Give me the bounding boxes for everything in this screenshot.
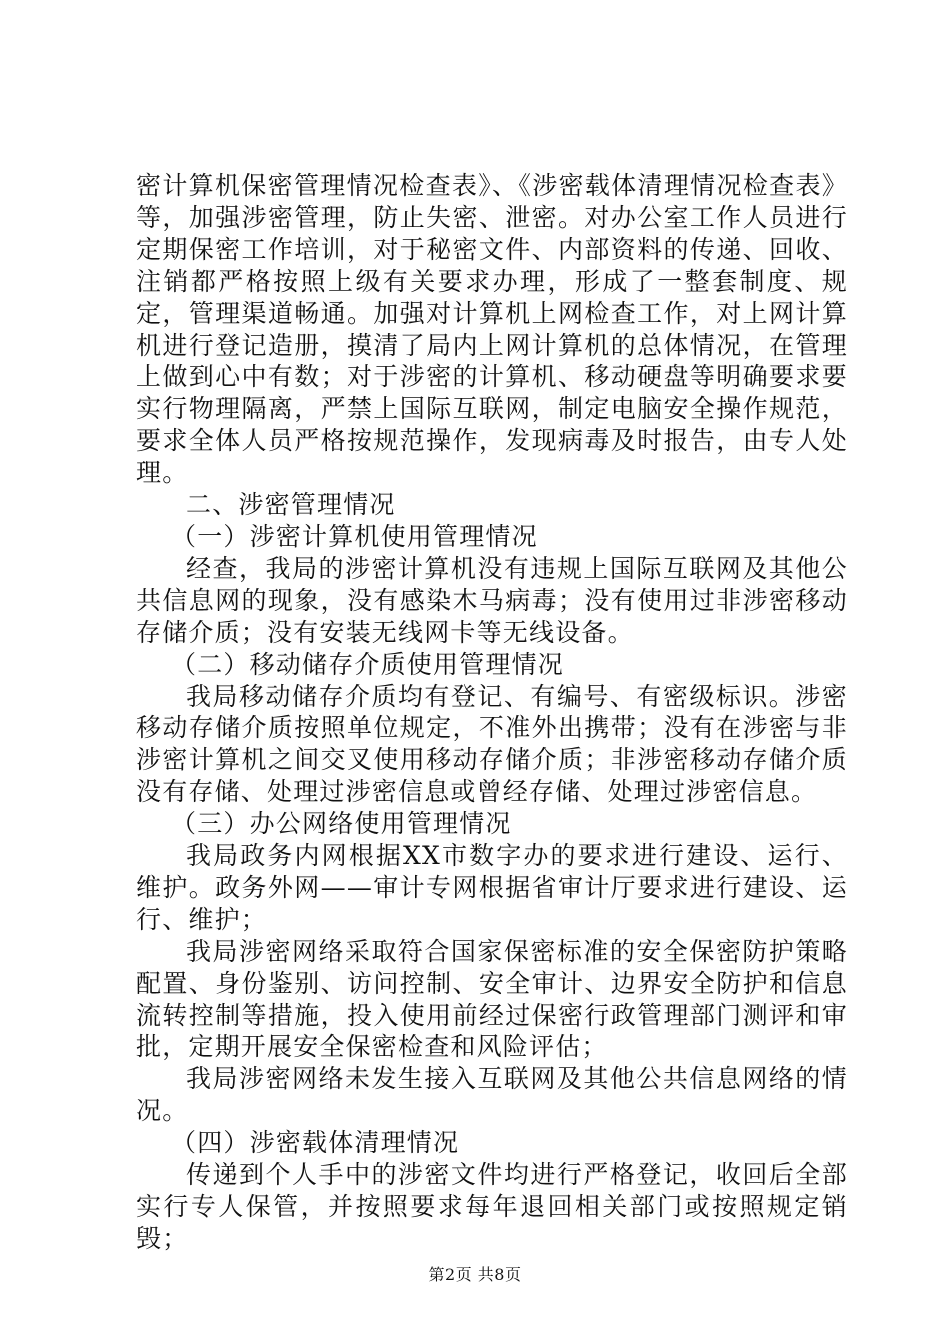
page-footer	[0, 1262, 950, 1285]
paragraph-continued: 密计算机保密管理情况检查表》、《涉密载体清理情况检查表》等，加强涉密管理，防止失密、泄密。对办公室工作人员进行定期保密工作培训，对于秘密文件、内部资料的传递、回收、注销都严格按照上级有关要求办理，形成了一整套制度、规定，管理渠道畅通。加强对计算机上网检查工作，对上网计算机进行登记造册，摸清了局内上网计算机的总体情况，在管理上做到心中有数；对于涉密的计算机、移动硬盘等明确要求要实行物理隔离，严禁上国际互联网，制定电脑安全操作规范，要求全体人员严格按规范操作，发现病毒及时报告，由专人处理。	[136, 171, 848, 488]
paragraph: 传递到个人手中的涉密文件均进行严格登记，收回后全部实行专人保管，并按照要求每年退回相关部门或按照规定销毁；	[136, 1160, 848, 1253]
subsection-heading-3: （三）办公网络使用管理情况	[171, 809, 512, 839]
subsection-heading-1: （一）涉密计算机使用管理情况	[171, 521, 538, 551]
paragraph: 我局涉密网络未发生接入互联网及其他公共信息网络的情况。	[136, 1064, 848, 1126]
document-body	[136, 170, 848, 1255]
subsection-heading-4: （四）涉密载体清理情况	[171, 1128, 460, 1158]
paragraph: 经查，我局的涉密计算机没有违规上国际互联网及其他公共信息网的现象，没有感染木马病毒；没有使用过非涉密移动存储介质；没有安装无线网卡等无线设备。	[136, 553, 848, 647]
paragraph: 我局政务内网根据XX市数字办的要求进行建设、运行、维护。政务外网——审计专网根据省审计厅要求进行建设、运行、维护；	[136, 841, 848, 934]
paragraph: 我局移动储存介质均有登记、有编号、有密级标识。涉密移动存储介质按照单位规定，不准外出携带；没有在涉密与非涉密计算机之间交叉使用移动存储介质；非涉密移动存储介质没有存储、处理过涉密信息或曾经存储、处理过涉密信息。	[136, 681, 848, 807]
paragraph: 我局涉密网络采取符合国家保密标准的安全保密防护策略配置、身份鉴别、访问控制、安全审计、边界安全防护和信息流转控制等措施，投入使用前经过保密行政管理部门测评和审批，定期开展安全保密检查和风险评估；	[136, 936, 848, 1062]
section-heading: 二、涉密管理情况	[186, 490, 396, 520]
page-number: 第2页 共8页	[428, 1265, 522, 1284]
subsection-heading-2: （二）移动储存介质使用管理情况	[171, 649, 565, 679]
